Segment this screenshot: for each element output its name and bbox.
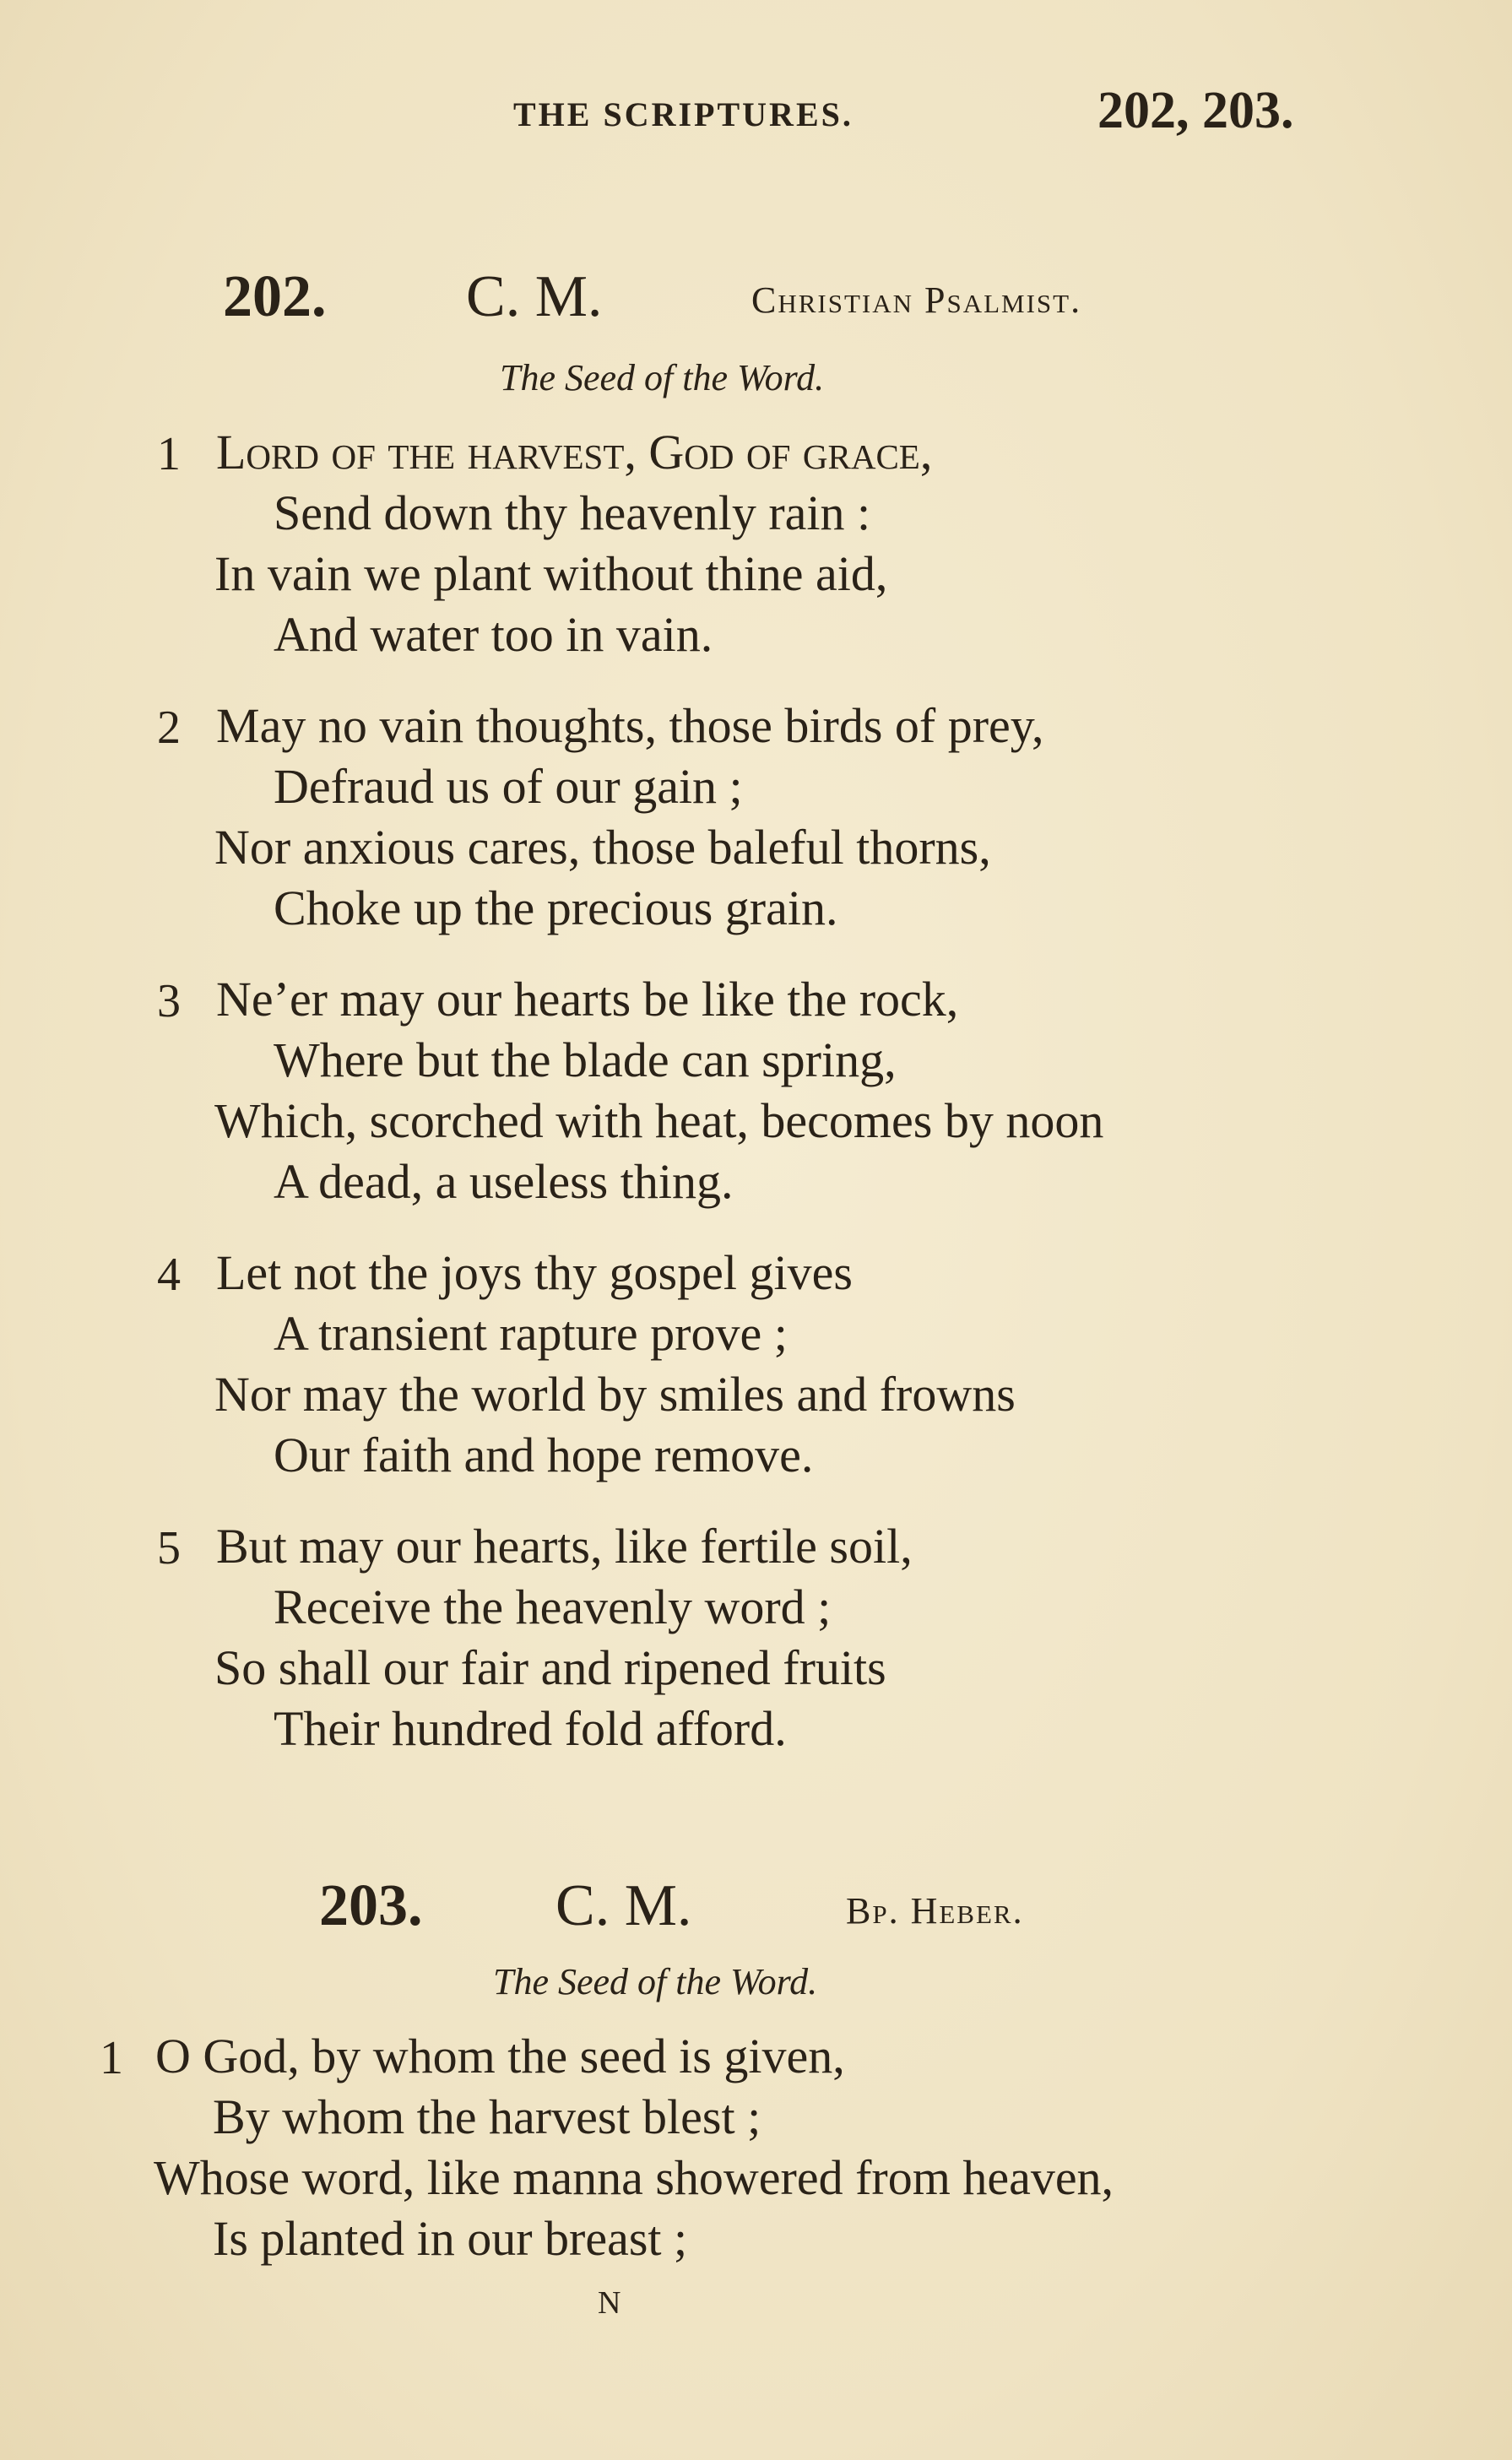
hymn-202-author: Christian Psalmist. (751, 279, 1082, 321)
verse-line: So shall our fair and ripened fruits (214, 1640, 886, 1695)
page-numbers: 202, 203. (1097, 82, 1294, 139)
hymn-202-subtitle: The Seed of the Word. (500, 357, 825, 398)
verse-line: Lord of the harvest, God of grace, (216, 425, 933, 480)
stanza-number: 5 (157, 1522, 181, 1574)
verse-line: O God, by whom the seed is given, (155, 2029, 845, 2083)
verse-line: Defraud us of our gain ; (274, 759, 743, 814)
hymn-203-meter: C. M. (555, 1873, 692, 1938)
verse-line: May no vain thoughts, those birds of prey, (216, 698, 1044, 753)
verse-line: Which, scorched with heat, becomes by noon (214, 1093, 1104, 1148)
hymn-203-number: 203. (319, 1873, 423, 1938)
verse-line: Where but the blade can spring, (274, 1032, 897, 1087)
verse-line: Is planted in our breast ; (213, 2211, 688, 2266)
stanza-number: 1 (157, 428, 181, 480)
hymn-202-number: 202. (223, 264, 327, 329)
verse-line: Ne’er may our hearts be like the rock, (216, 972, 959, 1027)
verse-line: A dead, a useless thing. (274, 1154, 734, 1209)
verse-line: Our faith and hope remove. (274, 1428, 814, 1482)
verse-line: Nor may the world by smiles and frowns (214, 1367, 1016, 1422)
printer-signature-mark: N (598, 2285, 621, 2321)
verse-line: Whose word, like manna showered from heaven, (154, 2150, 1114, 2205)
verse-line: By whom the harvest blest ; (213, 2089, 761, 2144)
verse-line: Let not the joys thy gospel gives (216, 1245, 853, 1300)
hymn-202-meter: C. M. (466, 264, 603, 329)
running-title: THE SCRIPTURES. (513, 95, 854, 133)
verse-line: Nor anxious cares, those baleful thorns, (214, 820, 991, 875)
stanza-number: 3 (157, 975, 181, 1027)
stanza-number: 4 (157, 1249, 181, 1301)
stanza-number: 1 (100, 2032, 123, 2084)
verse-line: Receive the heavenly word ; (274, 1579, 832, 1634)
verse-line: Their hundred fold afford. (274, 1701, 787, 1756)
verse-line: And water too in vain. (274, 607, 713, 662)
verse-line: A transient rapture prove ; (274, 1306, 788, 1361)
verse-line: In vain we plant without thine aid, (214, 546, 888, 601)
hymn-203-subtitle: The Seed of the Word. (493, 1961, 818, 2002)
verse-line: Choke up the precious grain. (274, 881, 838, 935)
verse-line: But may our hearts, like fertile soil, (216, 1519, 913, 1574)
verse-line: Send down thy heavenly rain : (274, 485, 871, 540)
hymn-203-author: Bp. Heber. (846, 1890, 1024, 1932)
stanza-number: 2 (157, 702, 181, 754)
